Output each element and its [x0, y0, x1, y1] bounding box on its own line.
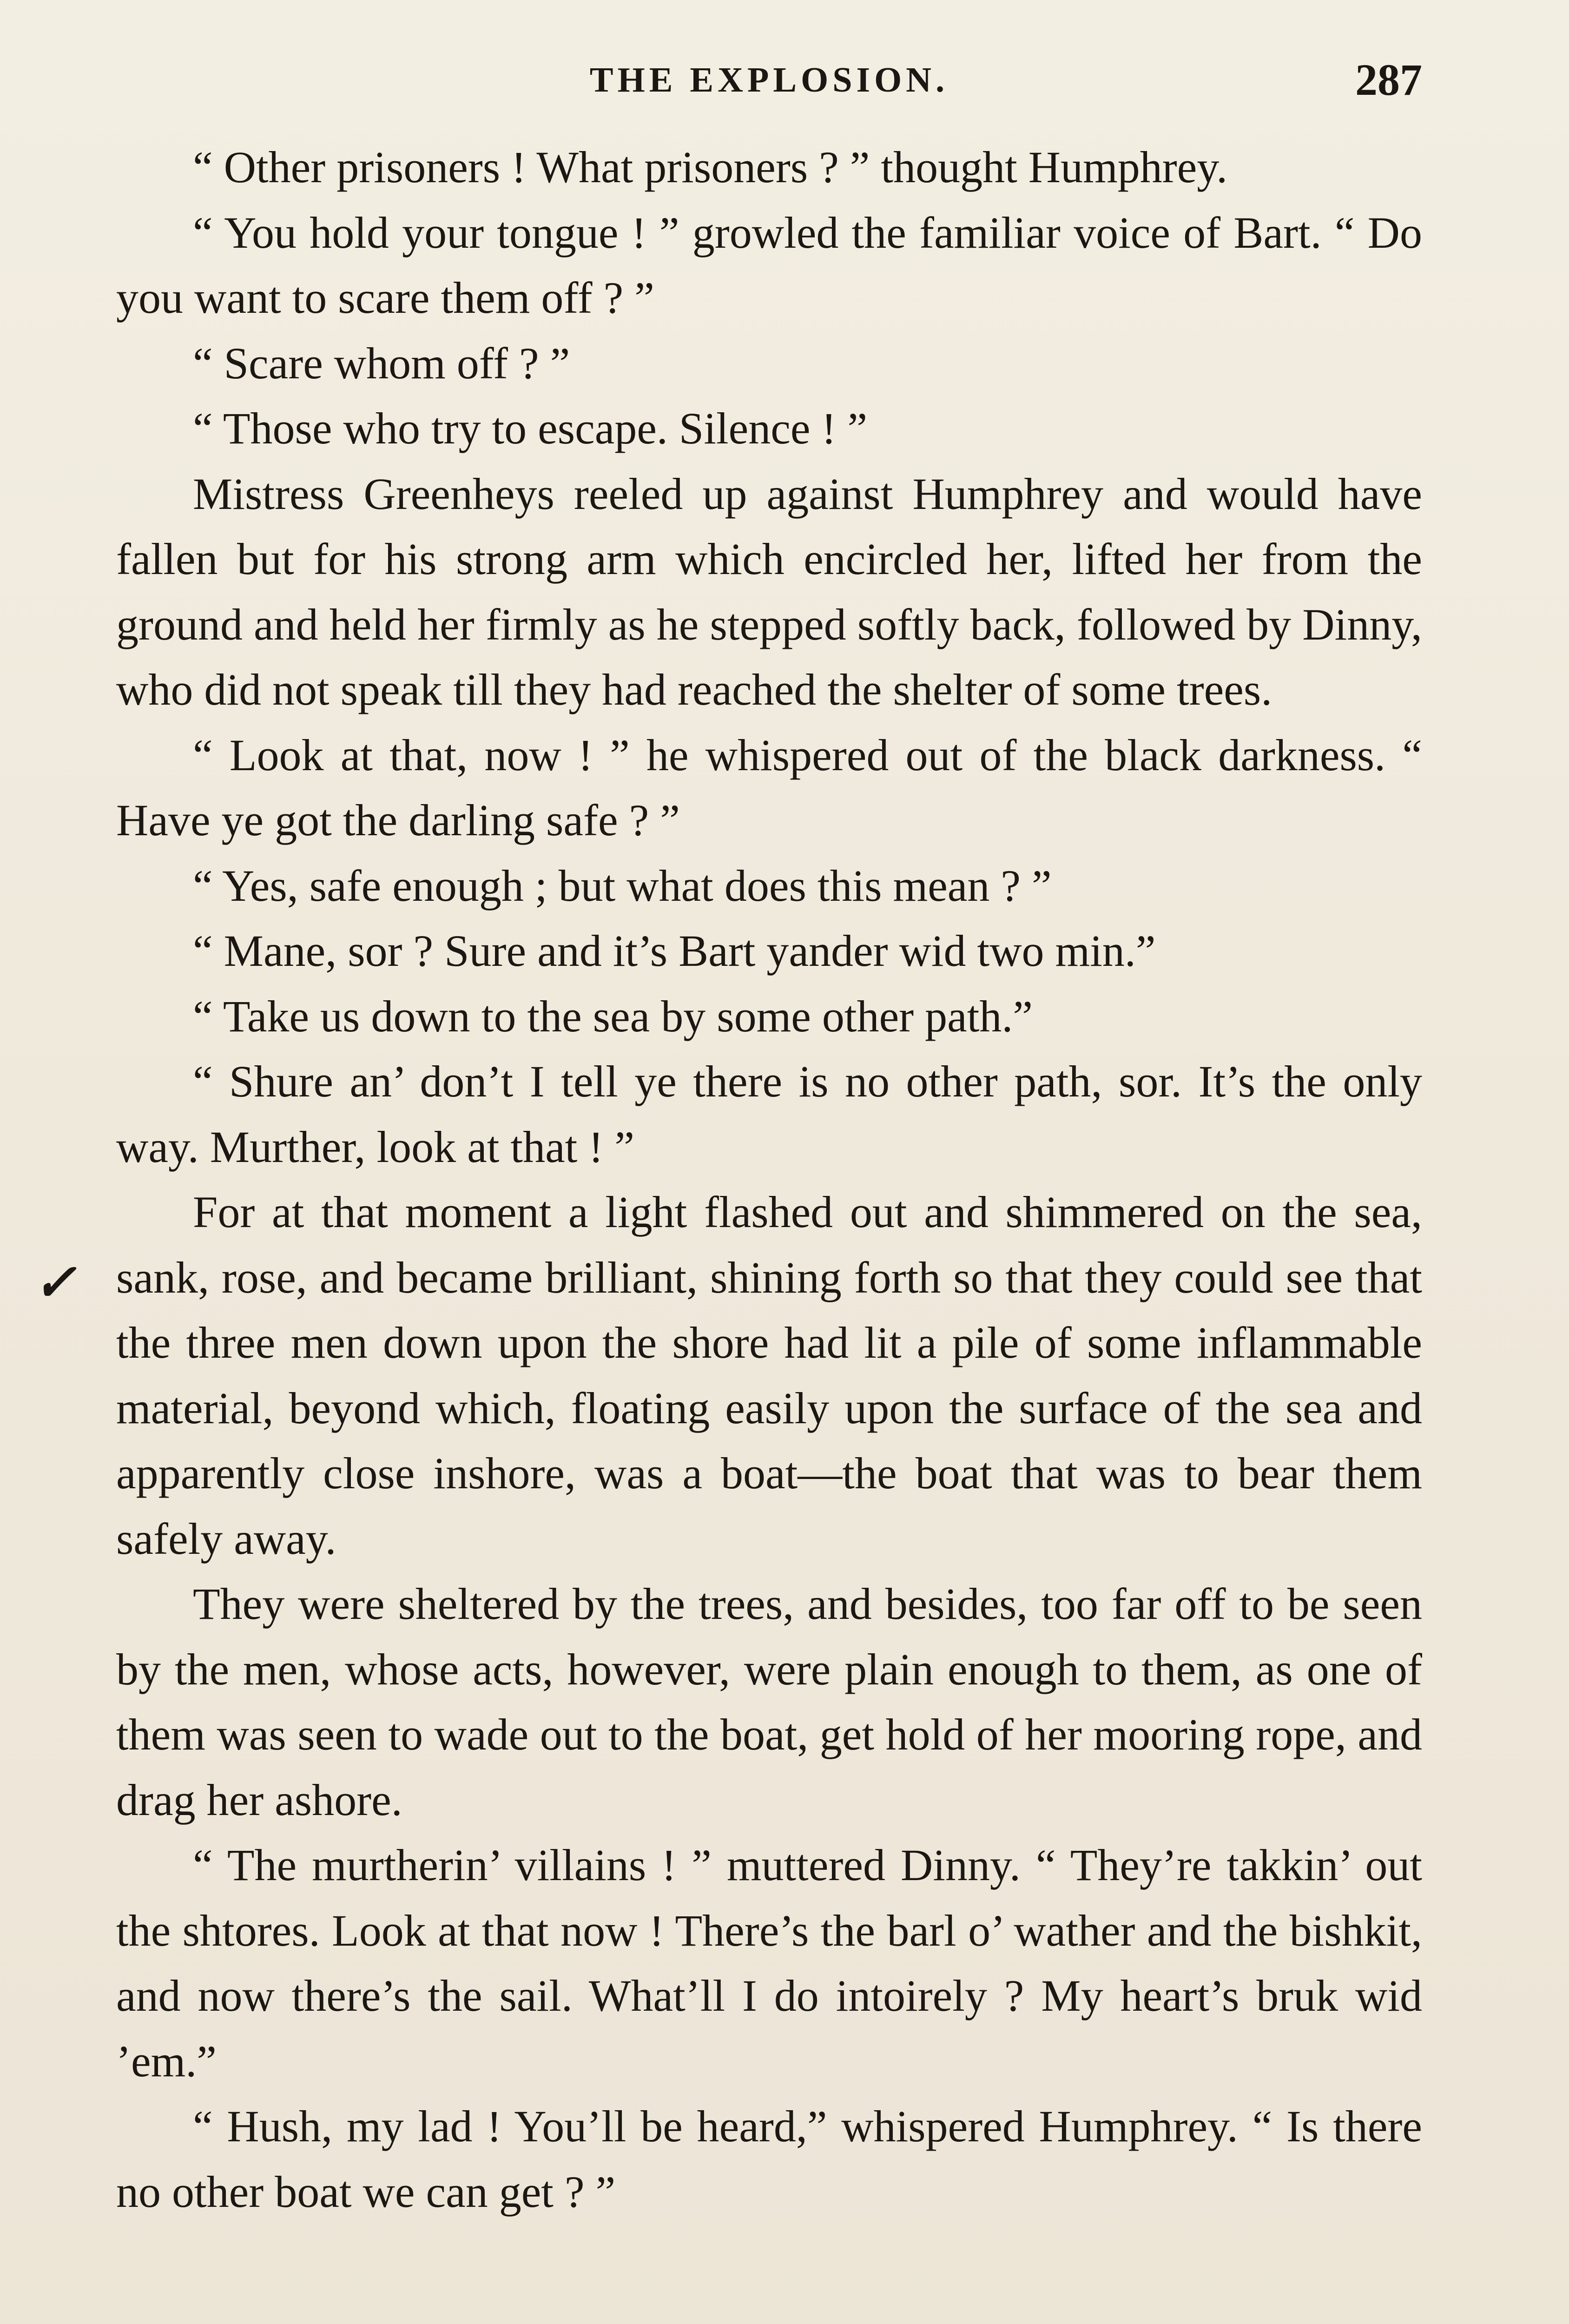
paragraph: “ Those who try to escape. Silence ! ”: [193, 403, 868, 453]
paragraph: “ Look at that, now ! ” he whispered out of the black darkness. “ Have ye got the darling safe ? ”: [116, 730, 1422, 845]
paragraph: They were sheltered by the trees, and besides, too far off to be seen by the men, whose acts, however, were plain enough to them, as one of them was seen to wade out to the boat, get hold of her mooring rope, and drag her ashore.: [116, 1579, 1422, 1825]
paragraph: “ Mane, sor ? Sure and it’s Bart yander wid two min.”: [193, 926, 1156, 976]
paragraph: For at that moment a light flashed out and shimmered on the sea, sank, rose, and became brilliant, shining forth so that they could see that the three men down upon the shore had lit a pile of some inflammable material, beyond which, floating easily upon the surface of the sea and apparently close inshore, was a boat—the boat that was to bear them safely away.: [116, 1187, 1422, 1564]
paragraph: “ You hold your tongue ! ” growled the familiar voice of Bart. “ Do you want to scare them off ? ”: [116, 207, 1422, 323]
page-number: 287: [1355, 55, 1422, 105]
paragraph: “ Hush, my lad ! You’ll be heard,” whispered Humphrey. “ Is there no other boat we can get ? ”: [116, 2101, 1422, 2217]
paragraph: “ Yes, safe enough ; but what does this mean ? ”: [193, 860, 1052, 911]
paragraph: “ Other prisoners ! What prisoners ? ” thought Humphrey.: [193, 142, 1228, 192]
body-text: [116, 135, 1422, 2225]
running-title: THE EXPLOSION.: [589, 60, 949, 99]
margin-check-mark: ✓: [33, 1254, 77, 1311]
paragraph: “ Scare whom off ? ”: [193, 338, 570, 388]
page-header: [116, 52, 1422, 108]
paragraph: “ The murtherin’ villains ! ” muttered Dinny. “ They’re takkin’ out the shtores. Look at that now ! There’s the barl o’ wather and the bishkit, and now there’s the sail. What’ll I do intoirely ? My heart’s bruk wid ’em.”: [116, 1840, 1422, 2086]
paragraph: “ Take us down to the sea by some other path.”: [193, 991, 1033, 1041]
paragraph: Mistress Greenheys reeled up against Humphrey and would have fallen but for his strong arm which encircled her, lifted her from the ground and held her firmly as he stepped softly back, followed by Dinny, who did not speak till they had reached the shelter of some trees.: [116, 469, 1422, 714]
paragraph: “ Shure an’ don’t I tell ye there is no other path, sor. It’s the only way. Murther, look at that ! ”: [116, 1056, 1422, 1172]
